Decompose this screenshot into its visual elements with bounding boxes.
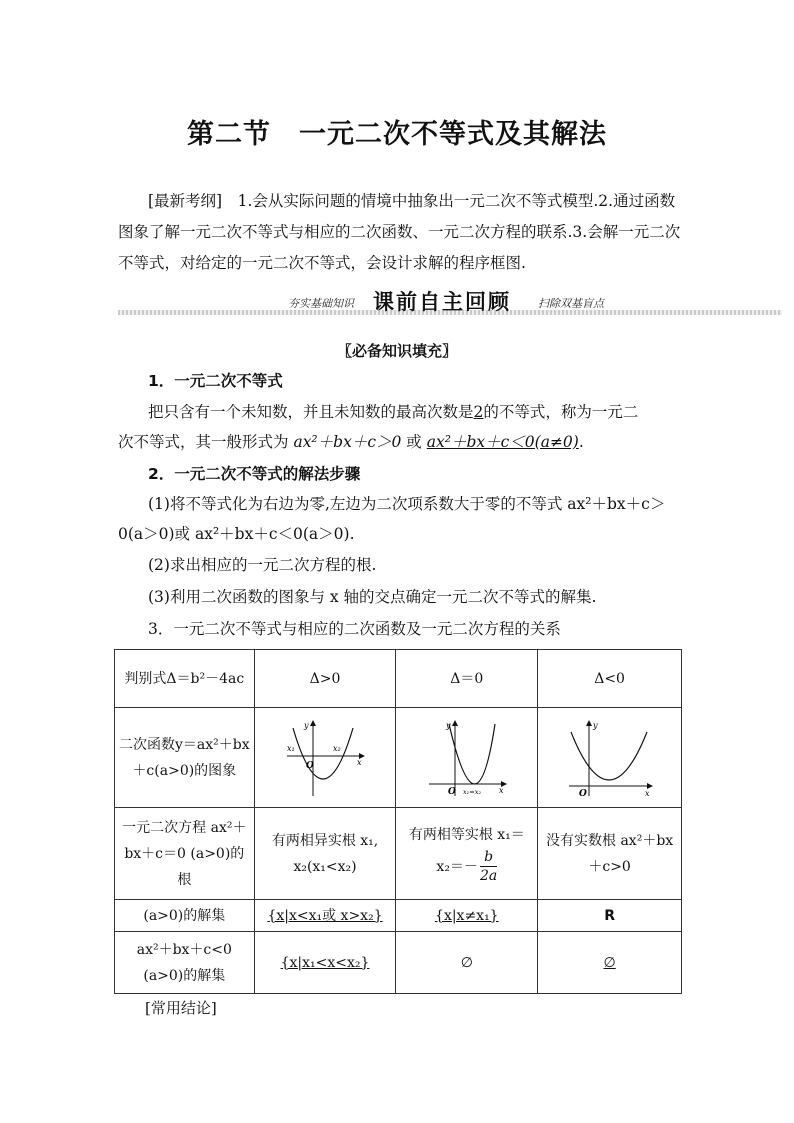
banner-left-text: 夯实基础知识	[288, 297, 354, 310]
item2-step1a: (1)将不等式化为右边为零,左边为二次项系数大于零的不等式 ax²＋bx＋c＞	[148, 495, 666, 513]
svg-text:O: O	[447, 786, 456, 797]
section-title: 〖必备知识填充〗	[336, 342, 457, 360]
row-head-equation: 一元二次方程 ax²＋bx＋c＝0 (a>0)的根	[115, 808, 255, 900]
cell-solution-gt-no-root: R	[538, 900, 682, 932]
item1-heading: 1．一元二次不等式	[148, 372, 283, 390]
cell-solution-lt-two-roots: {x|x₁<x<x₂}	[254, 932, 396, 994]
cell-delta-positive: Δ>0	[254, 650, 396, 708]
item1-line2: 次不等式，其一般形式为 ax²＋bx＋c＞0 或 ax²＋bx＋c＜0(a≠0).	[118, 433, 584, 451]
parabola-one-root-graph	[427, 718, 507, 798]
svg-text:y: y	[445, 720, 451, 730]
parabola-two-roots-graph	[285, 718, 365, 798]
banner-title: 课前自主回顾	[373, 290, 511, 314]
svg-text:x: x	[498, 785, 504, 795]
table-row	[115, 708, 682, 808]
item2-heading: 2．一元二次不等式的解法步骤	[148, 465, 361, 483]
item2-step3: (3)利用二次函数的图象与 x 轴的交点确定一元二次不等式的解集.	[148, 588, 597, 606]
item2-step1b: 0(a＞0)或 ax²＋bx＋c＜0(a＞0).	[118, 525, 355, 543]
cell-two-equal-roots: 有两相等实根 x₁＝ x₂＝－ b 2a	[396, 808, 538, 900]
row-head-solution-set-lt: ax²＋bx＋c<0 (a>0)的解集	[115, 932, 255, 994]
svg-text:x: x	[357, 757, 362, 767]
item3-heading: 3．一元二次不等式与相应的二次函数及一元二次方程的关系	[148, 620, 561, 638]
cell-delta-negative: Δ<0	[538, 650, 682, 708]
item2-step2: (2)求出相应的一元二次方程的根.	[148, 556, 377, 574]
table-row	[115, 932, 682, 994]
cell-graph-two-roots	[254, 708, 396, 808]
table-row	[115, 808, 682, 900]
syllabus-paragraph: [最新考纲] 1.会从实际问题的情境中抽象出一元二次不等式模型.2.通过函数图象了解一元二次不等式与相应的二次函数、一元二次方程的联系.3.会解一元二次不等式，对给定的一元二次不等式，会设计求解的程序框图.	[118, 192, 681, 272]
cell-graph-no-root	[538, 708, 682, 808]
cell-solution-gt-one-root: {x|x≠x₁}	[396, 900, 538, 932]
page-title: 第二节 一元二次不等式及其解法	[187, 119, 607, 150]
svg-text:O: O	[578, 788, 587, 798]
common-conclusions-heading: [常用结论]	[145, 999, 217, 1017]
svg-text:y: y	[592, 720, 598, 730]
svg-text:y: y	[304, 720, 309, 730]
row-head-function: 二次函数y＝ax²＋bx＋c(a>0)的图象	[115, 708, 255, 808]
cell-solution-lt-one-root: ∅	[396, 932, 538, 994]
cell-delta-zero: Δ＝0	[396, 650, 538, 708]
item1-line1: 把只含有一个未知数，并且未知数的最高次数是2的不等式，称为一元二	[148, 403, 639, 421]
row-head-discriminant: 判别式Δ＝b²－4ac	[115, 650, 255, 708]
table-row	[115, 900, 682, 932]
cell-graph-one-root	[396, 708, 538, 808]
svg-text:x: x	[644, 788, 650, 798]
cell-no-real-roots: 没有实数根 ax²＋bx＋c>0	[538, 808, 682, 900]
cell-solution-lt-no-root: ∅	[538, 932, 682, 994]
blank-degree: 2	[473, 403, 484, 421]
table-row	[115, 650, 682, 708]
row-head-solution-set-gt: (a>0)的解集	[115, 900, 255, 932]
cell-two-distinct-roots: 有两相异实根 x₁, x₂(x₁<x₂)	[254, 808, 396, 900]
svg-text:x₂: x₂	[333, 743, 341, 753]
cell-solution-gt-two-roots: {x|x<x₁或 x>x₂}	[254, 900, 396, 932]
parabola-no-root-graph	[567, 718, 653, 798]
banner-right-text: 扫除双基盲点	[538, 297, 604, 310]
relation-table	[114, 649, 682, 994]
svg-text:x₁=x₂: x₁=x₂	[462, 787, 481, 796]
fraction-b-over-2a: b 2a	[479, 849, 498, 884]
section-banner	[118, 286, 782, 320]
blank-general-form: ax²＋bx＋c＜0(a≠0)	[426, 433, 579, 451]
svg-text:x₁: x₁	[287, 743, 295, 753]
svg-text:O: O	[306, 760, 314, 771]
